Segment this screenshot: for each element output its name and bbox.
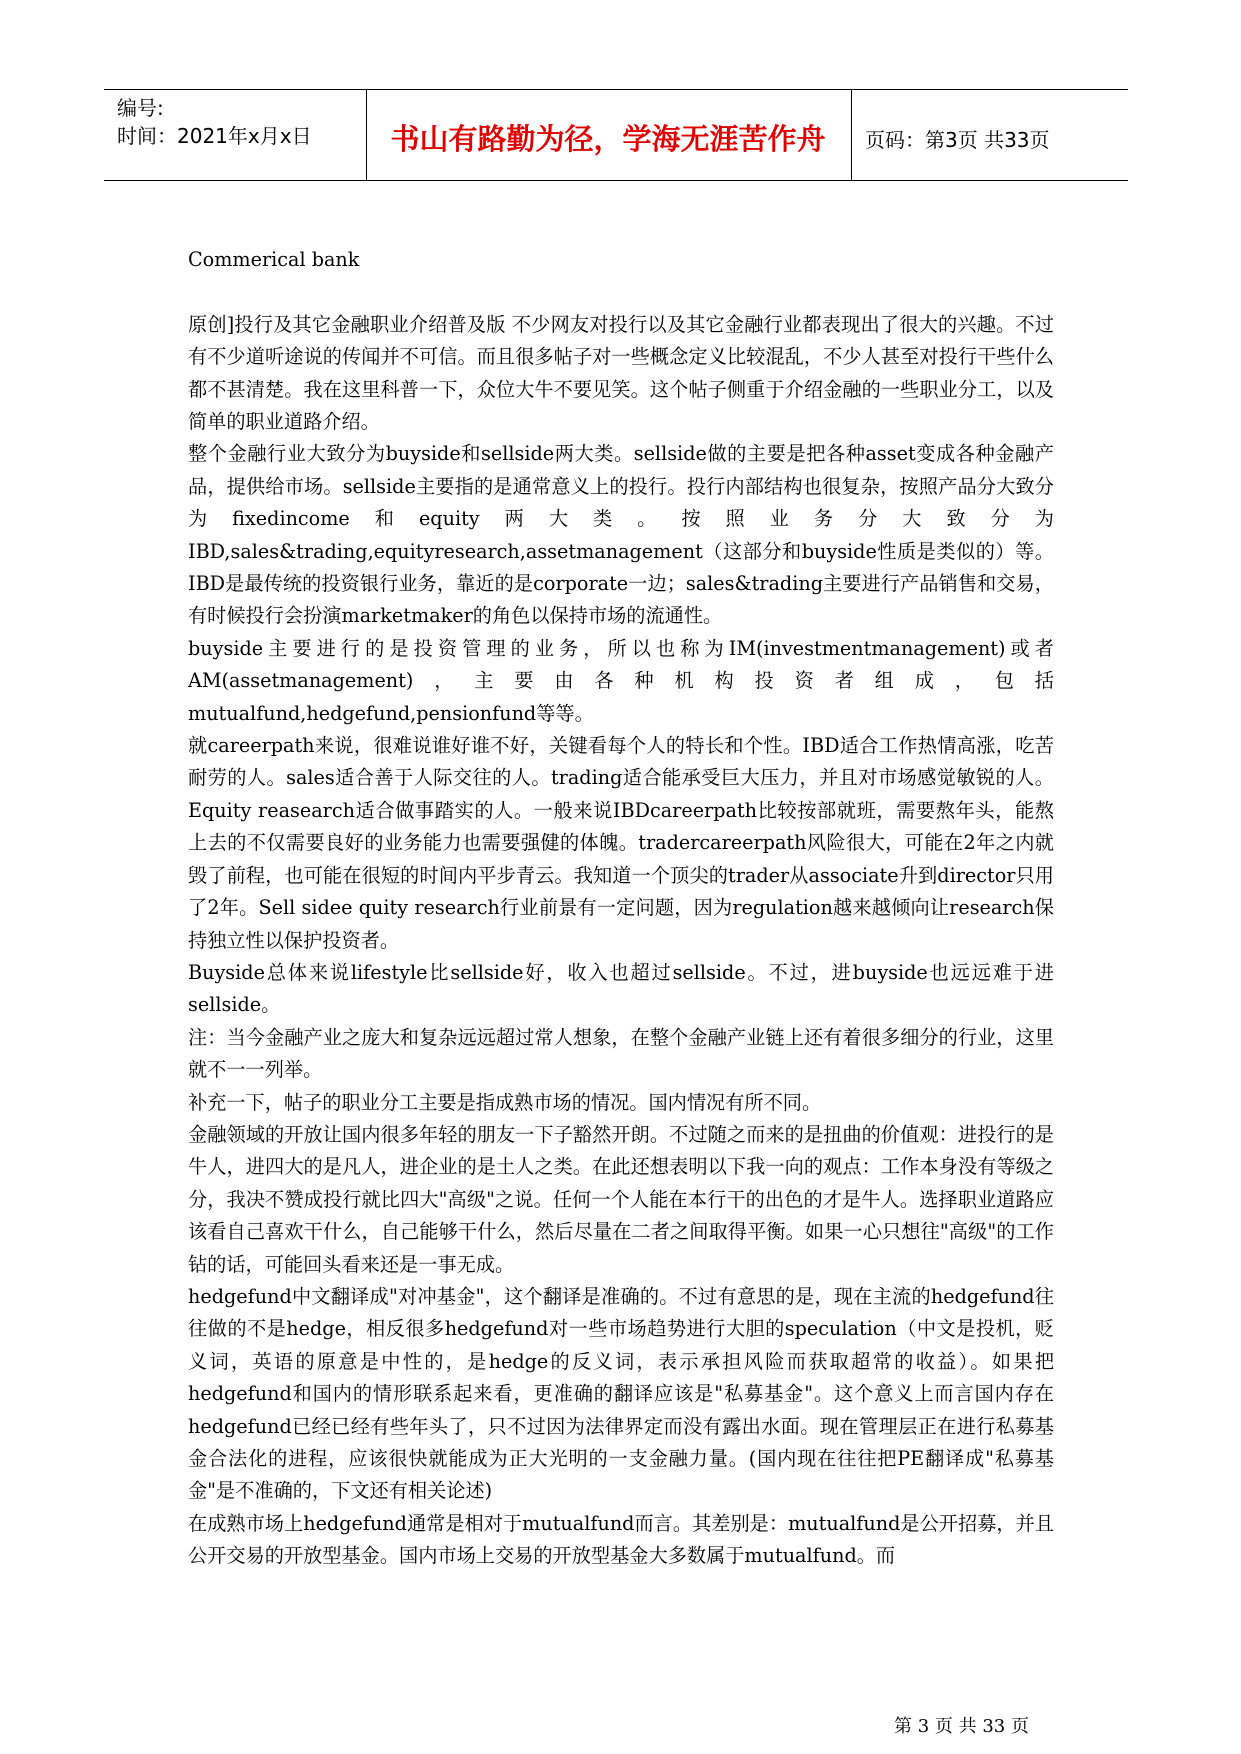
header-bottom-rule (104, 180, 1128, 181)
section-title: Commerical bank (188, 248, 360, 271)
document-number-label: 编号: (117, 96, 164, 120)
body-paragraph: 整个金融行业大致分为buyside和sellside两大类。sellside做的主要是把各种asset变成各种金融产品，提供给市场。sellside主要指的是通常意义上的投行。投行内部结构也很复杂，按照产品分大致分为fixedincome和equity两大类。按照业务分大致分为IBD,sales&trading,equityresearch,assetmanagement（这部分和buyside性质是类似的）等。IBD是最传统的投资银行业务，靠近的是corporate一边；sales&trading主要进行产品销售和交易，有时候投行会扮演marketmaker的角色以保持市场的流通性。 (188, 442, 1054, 628)
document-body (188, 244, 1054, 1573)
body-paragraph: 金融领域的开放让国内很多年轻的朋友一下子豁然开朗。不过随之而来的是扭曲的价值观：进投行的是牛人，进四大的是凡人，进企业的是土人之类。在此还想表明以下我一向的观点：工作本身没有等级之分，我决不赞成投行就比四大"高级"之说。任何一个人能在本行干的出色的才是牛人。选择职业道路应该看自己喜欢干什么，自己能够干什么，然后尽量在二者之间取得平衡。如果一心只想往"高级"的工作钻的话，可能回头看来还是一事无成。 (188, 1122, 1054, 1276)
body-paragraph: 原创]投行及其它金融职业介绍普及版 不少网友对投行以及其它金融行业都表现出了很大的兴趣。不过有不少道听途说的传闻并不可信。而且很多帖子对一些概念定义比较混乱，不少人甚至对投行干些什么都不甚清楚。我在这里科普一下，众位大牛不要见笑。这个帖子侧重于介绍金融的一些职业分工，以及简单的职业道路介绍。 (188, 312, 1054, 433)
page-code-label: 页码：第3页 共33页 (865, 128, 1050, 152)
header-top-rule (104, 89, 1128, 90)
header-divider-left (366, 89, 367, 181)
page-footer: 第 3 页 共 33 页 (894, 1716, 1029, 1737)
document-time-label: 时间：2021年x月x日 (117, 124, 312, 148)
body-paragraph: 注：当今金融产业之庞大和复杂远远超过常人想象，在整个金融产业链上还有着很多细分的行业，这里就不一一列举。 (188, 1025, 1054, 1082)
body-paragraph: hedgefund中文翻译成"对冲基金"，这个翻译是准确的。不过有意思的是，现在主流的hedgefund往往做的不是hedge，相反很多hedgefund对一些市场趋势进行大胆的speculation（中文是投机，贬义词，英语的原意是中性的，是hedge的反义词，表示承担风险而获取超常的收益）。如果把hedgefund和国内的情形联系起来看，更准确的翻译应该是"私募基金"。这个意义上而言国内存在hedgefund已经已经有些年头了，只不过因为法律界定而没有露出水面。现在管理层正在进行私募基金合法化的进程，应该很快就能成为正大光明的一支金融力量。(国内现在往往把PE翻译成"私募基金"是不准确的，下文还有相关论述) (188, 1284, 1054, 1503)
body-paragraph: 就careerpath来说，很难说谁好谁不好，关键看每个人的特长和个性。IBD适合工作热情高涨，吃苦耐劳的人。sales适合善于人际交往的人。trading适合能承受巨大压力，并且对市场感觉敏锐的人。Equity reasearch适合做事踏实的人。一般来说IBDcareerpath比较按部就班，需要熬年头，能熬上去的不仅需要良好的业务能力也需要强健的体魄。tradercareerpath风险很大，可能在2年之内就毁了前程，也可能在很短的时间内平步青云。我知道一个顶尖的trader从associate升到director只用了2年。Sell sidee quity research行业前景有一定问题，因为regulation越来越倾向让research保持独立性以保护投资者。 (188, 734, 1054, 952)
body-paragraph: buyside主要进行的是投资管理的业务，所以也称为IM(investmentmanagement)或者AM(assetmanagement)，主要由各种机构投资者组成，包括mutualfund,hedgefund,pensionfund等等。 (188, 636, 1054, 725)
header-divider-right (851, 89, 852, 181)
body-paragraph: 在成熟市场上hedgefund通常是相对于mutualfund而言。其差别是：mutualfund是公开招募，并且公开交易的开放型基金。国内市场上交易的开放型基金大多数属于mutualfund。而 (188, 1511, 1054, 1568)
body-paragraph: 补充一下，帖子的职业分工主要是指成熟市场的情况。国内情况有所不同。 (188, 1090, 822, 1114)
body-paragraph: Buyside总体来说lifestyle比sellside好，收入也超过sellside。不过，进buyside也远远难于进sellside。 (188, 960, 1054, 1017)
header-motto: 书山有路勤为径，学海无涯苦作舟 (390, 122, 826, 156)
